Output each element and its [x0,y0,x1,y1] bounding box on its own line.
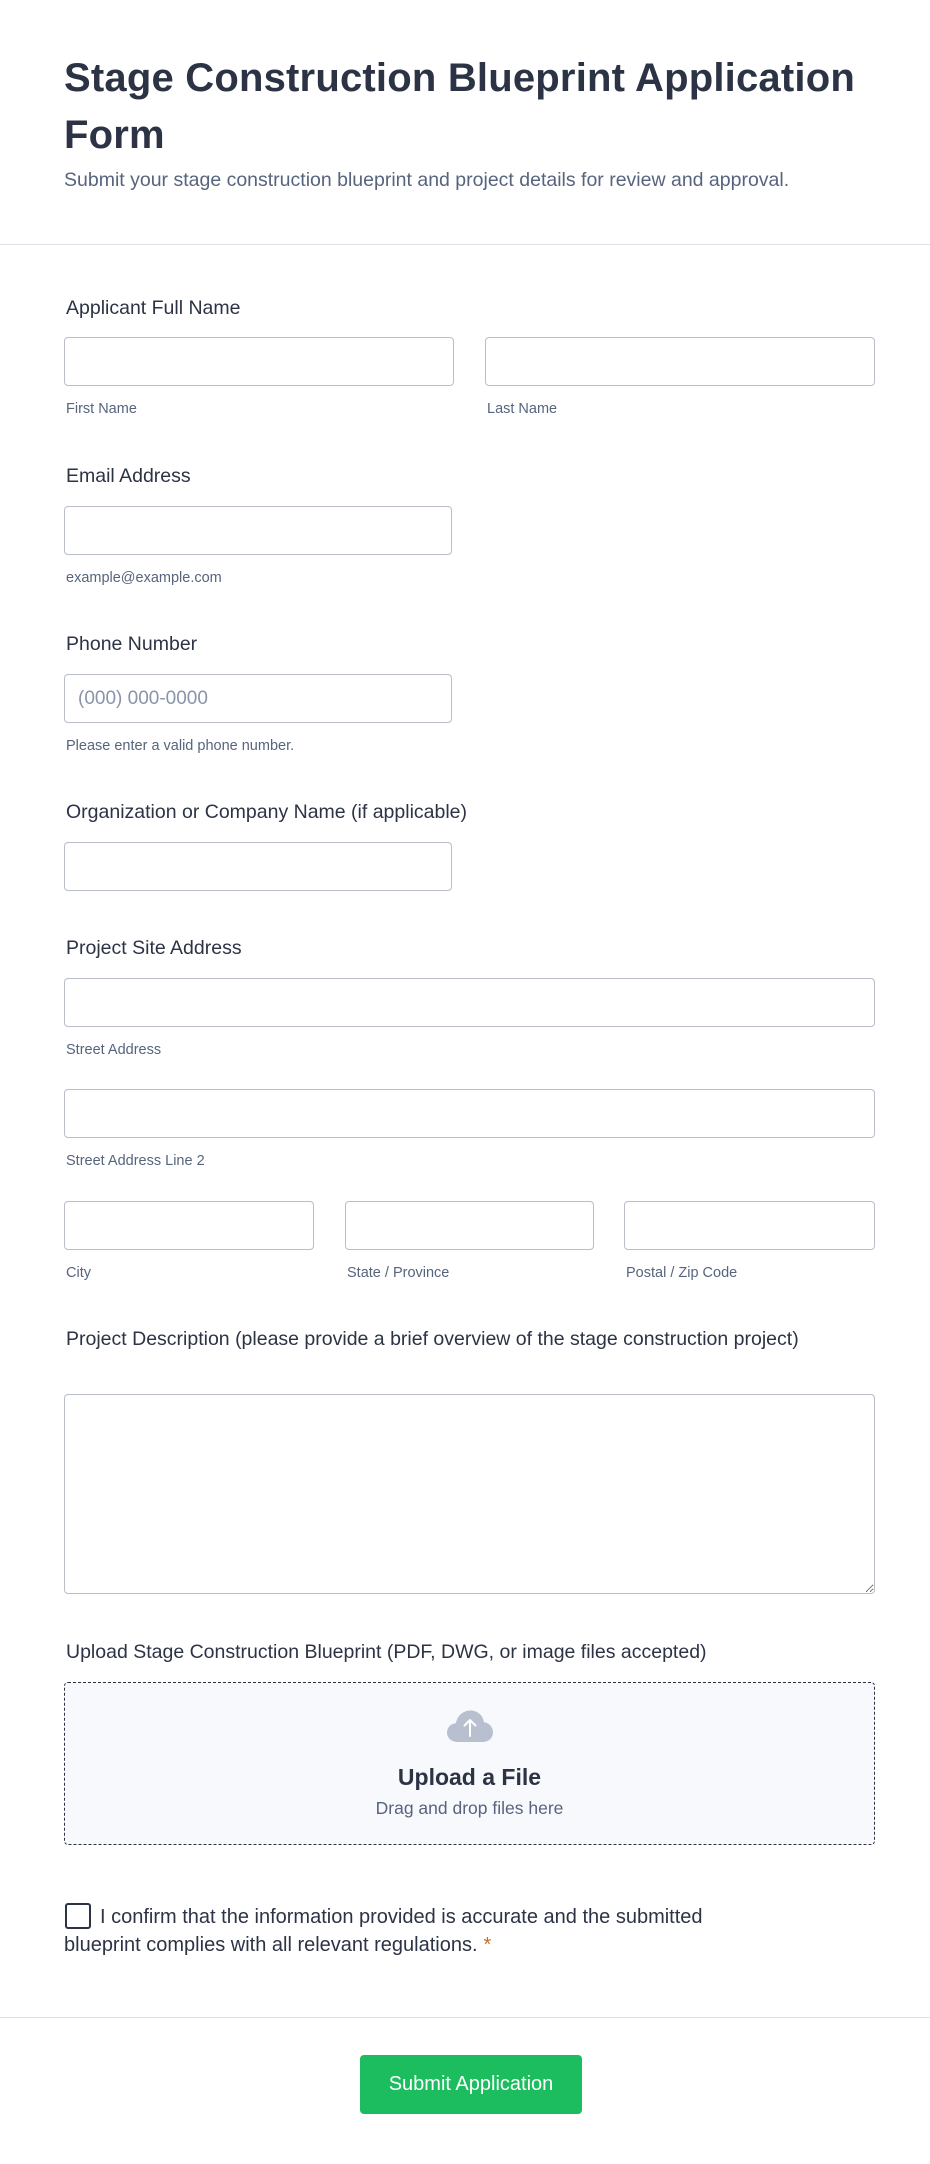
upload-label: Upload Stage Construction Blueprint (PDF, DWG, or image files accepted) [66,1641,707,1663]
street-address-line2-input[interactable] [64,1089,875,1138]
phone-input[interactable] [64,674,452,723]
first-name-input[interactable] [64,337,454,386]
city-input[interactable] [64,1201,314,1250]
form-header [0,0,930,245]
page-title: Stage Construction Blueprint Application Form [64,56,855,157]
address-label: Project Site Address [66,937,242,959]
required-mark: * [483,1934,492,1956]
upload-title: Upload a File [397,1764,542,1790]
submit-button[interactable]: Submit Application [360,2055,582,2114]
street-address-input[interactable] [64,978,875,1027]
confirm-field [64,1903,764,1959]
street-address-sublabel: Street Address [66,1042,162,1058]
upload-subtitle: Drag and drop files here [375,1798,564,1818]
description-label: Project Description (please provide a brief overview of the stage construction project) [66,1328,799,1350]
zip-input[interactable] [624,1201,875,1250]
last-name-sublabel: Last Name [487,401,558,417]
email-input[interactable] [64,506,452,555]
file-upload-dropzone[interactable] [64,1682,875,1845]
last-name-input[interactable] [485,337,875,386]
organization-input[interactable] [64,842,452,891]
phone-sublabel: Please enter a valid phone number. [66,738,295,754]
full-name-label: Applicant Full Name [66,297,241,319]
state-input[interactable] [345,1201,594,1250]
cloud-upload-icon [446,1709,494,1743]
state-sublabel: State / Province [347,1265,450,1281]
email-label: Email Address [66,465,191,487]
confirm-checkbox[interactable] [65,1903,91,1929]
confirm-text: I confirm that the information provided is accurate and the submitted blueprint complies with all relevant regulations. [64,1906,703,1956]
city-sublabel: City [66,1265,91,1281]
street-address-line2-sublabel: Street Address Line 2 [66,1153,205,1169]
organization-label: Organization or Company Name (if applicable) [66,801,468,823]
phone-label: Phone Number [66,633,198,655]
page-subtitle: Submit your stage construction blueprint and project details for review and approval. [64,169,790,191]
description-textarea[interactable] [64,1394,875,1594]
email-sublabel: example@example.com [66,570,222,586]
zip-sublabel: Postal / Zip Code [626,1265,738,1281]
first-name-sublabel: First Name [66,401,137,417]
footer-divider [0,2017,930,2018]
